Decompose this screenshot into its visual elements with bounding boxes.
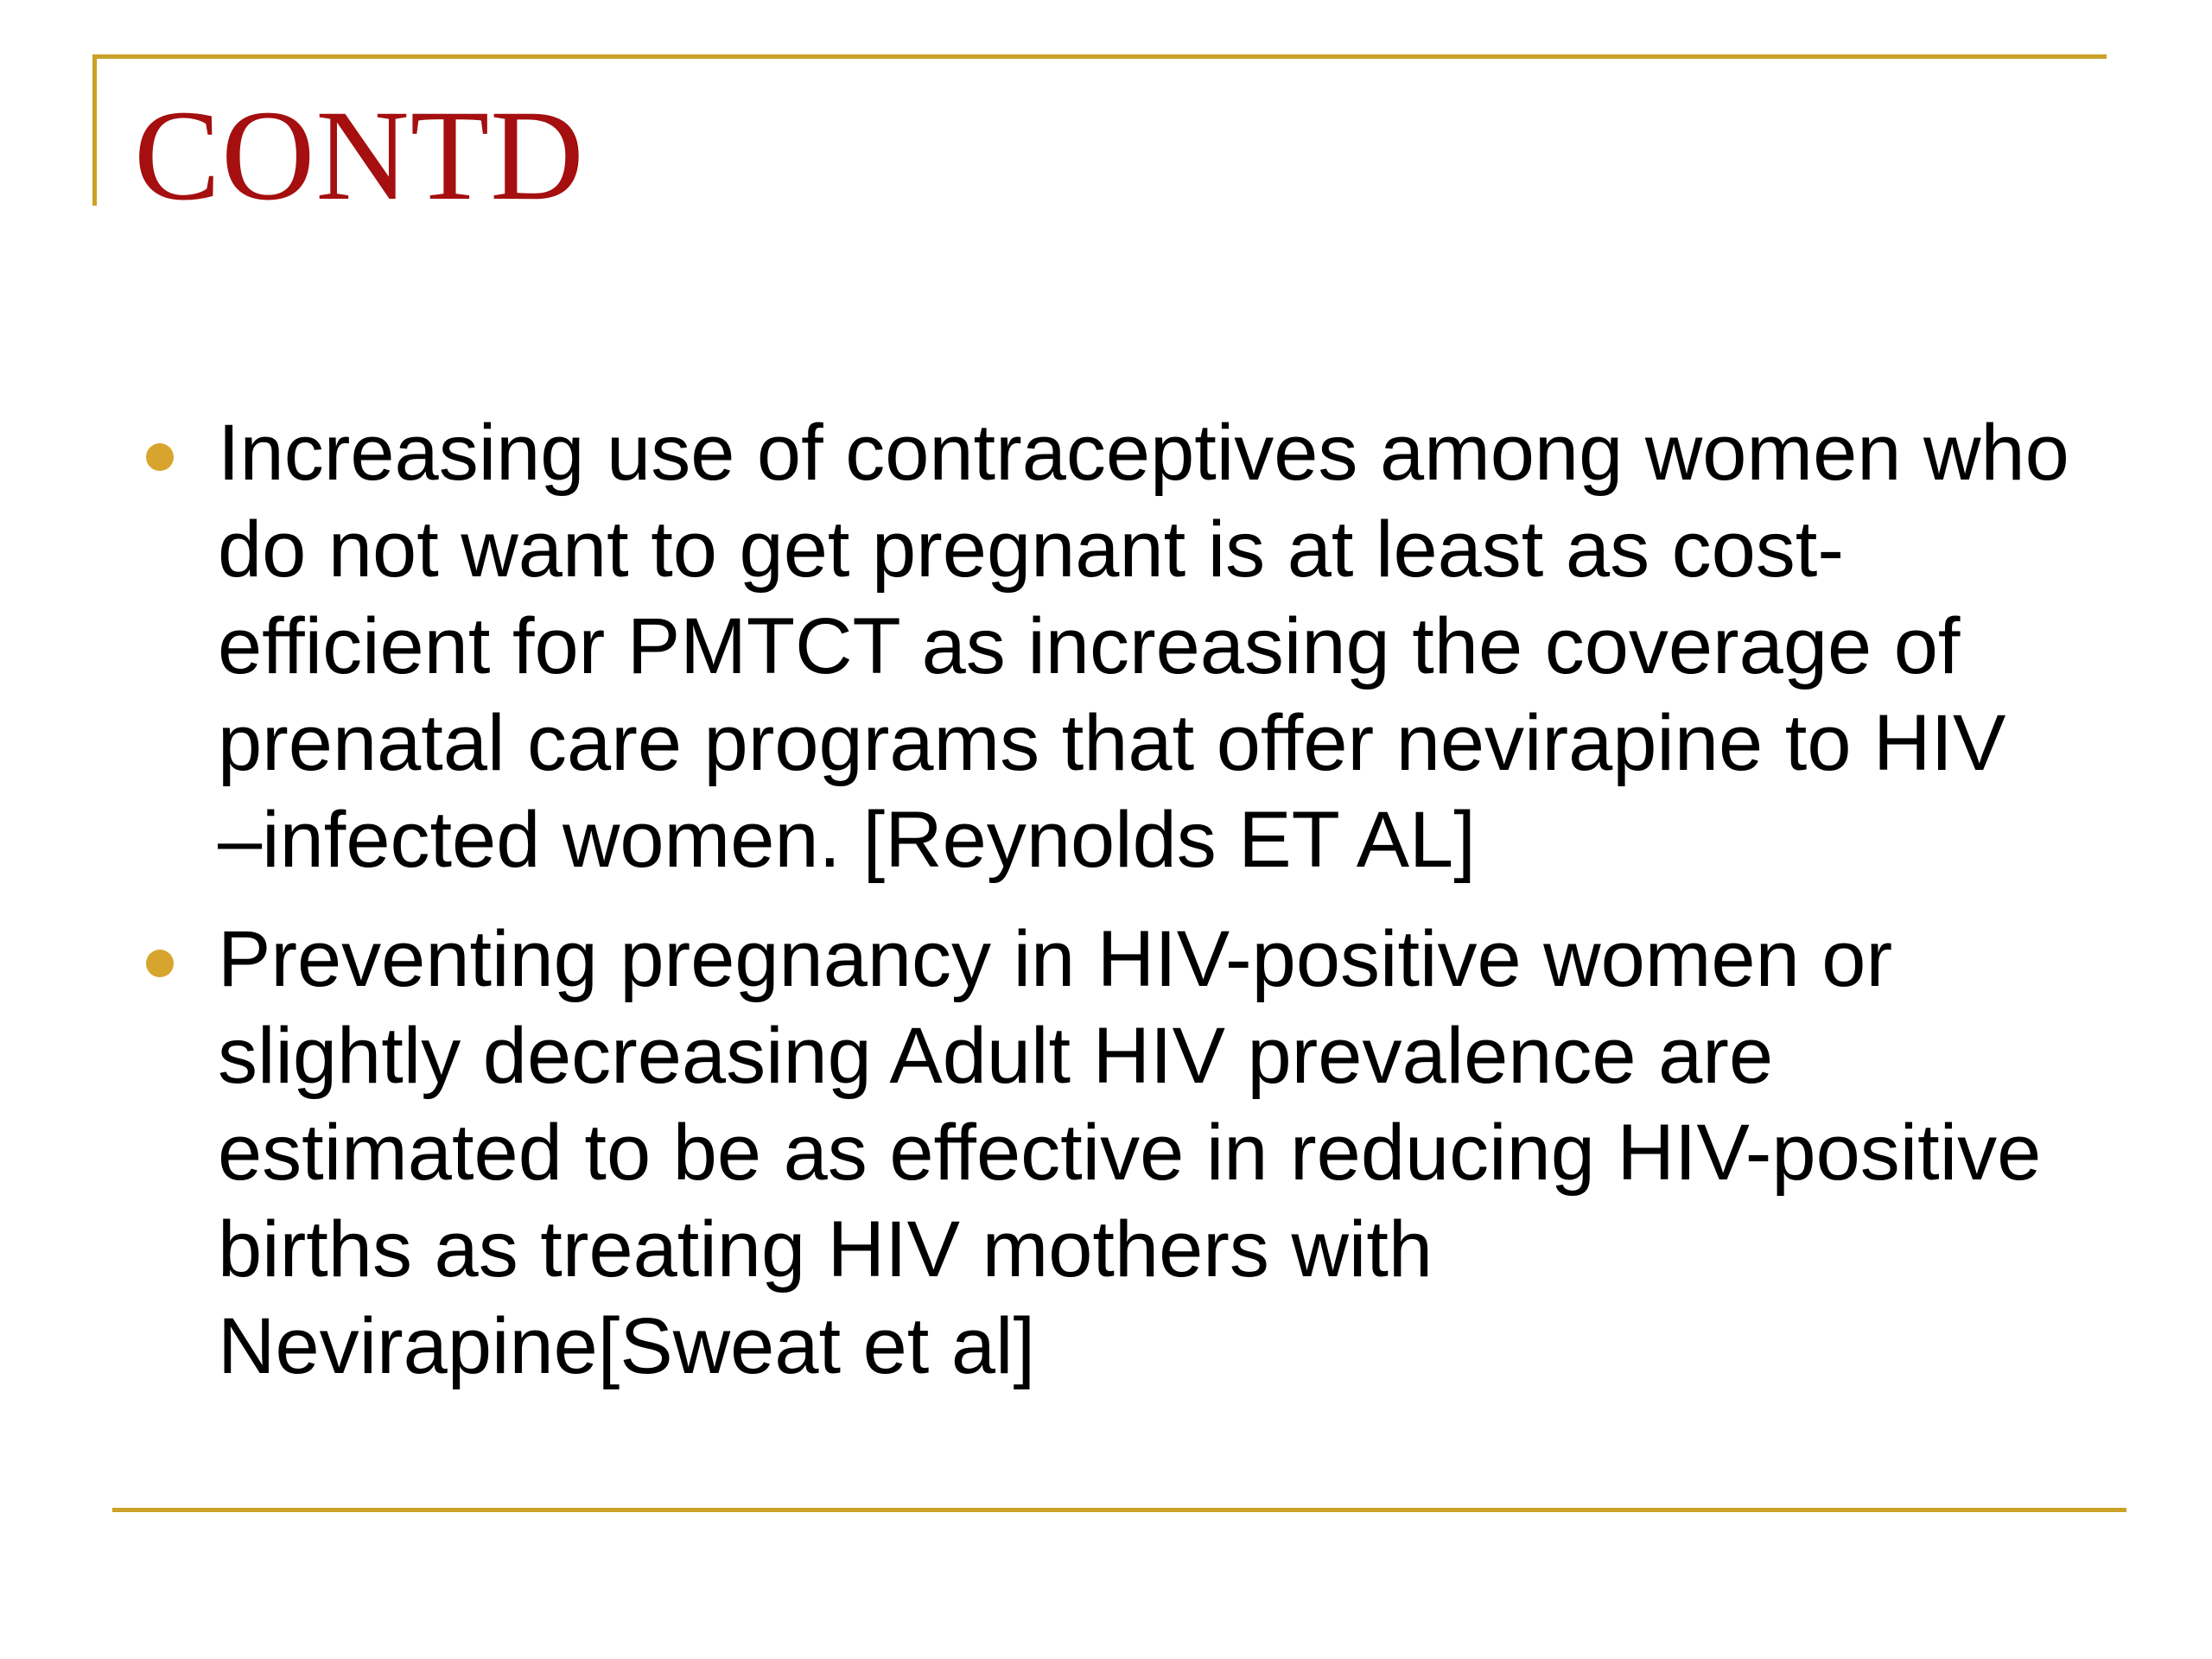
bullet-item: [138, 404, 2126, 888]
slide-title: CONTD: [134, 84, 585, 227]
bullet-list: [138, 404, 2126, 1417]
left-divider: [92, 54, 97, 206]
bullet-dot-icon: [146, 950, 174, 977]
bottom-divider: [112, 1508, 2126, 1512]
bullet-dot-icon: [146, 443, 174, 471]
bullet-text: Increasing use of contraceptives among women who do not want to get pregnant is at least as cost- efficient for PMTCT as increasing the coverage of prenatal care programs that offer nevirapine to HIV –infected women. [Reynolds ET AL]: [218, 409, 2069, 884]
bullet-text: Preventing pregnancy in HIV-positive women or slightly decreasing Adult HIV prevalence are estimated to be as effective in reducing HIV-positive births as treating HIV mothers with Nevirapine[Sweat et al]: [218, 915, 2042, 1390]
bullet-item: [138, 911, 2126, 1395]
top-divider: [92, 54, 2107, 59]
